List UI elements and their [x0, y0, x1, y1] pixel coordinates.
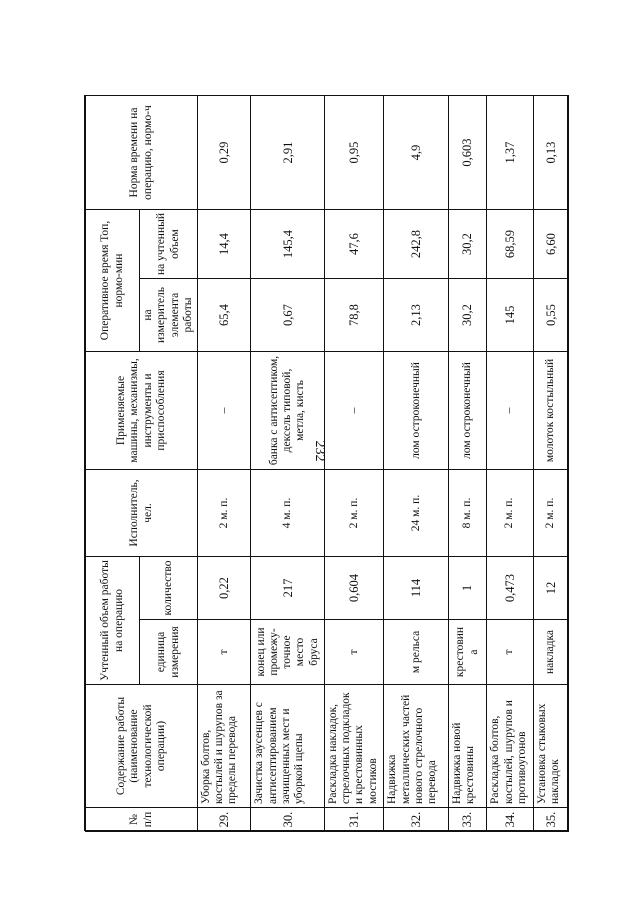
- row-content: Раскладка накладок, стрелочных подкладок и крестовинных мостиков: [325, 685, 384, 808]
- row-norm: 0,95: [325, 96, 384, 210]
- header-optime-group: Оперативное время Топ, нормо-мин: [86, 210, 140, 352]
- row-per-volume: 145,4: [251, 210, 325, 279]
- row-quantity: 0,604: [325, 557, 384, 620]
- row-executor: 4 м. п.: [251, 470, 325, 557]
- row-norm: 0,13: [533, 96, 568, 210]
- header-volume-group: Учтенный объем работы на операцию: [86, 557, 140, 685]
- row-no: 32.: [384, 808, 449, 832]
- row-per-volume: 242,8: [384, 210, 449, 279]
- header-no: № п/п: [86, 808, 198, 832]
- row-executor: 2 м. п.: [325, 470, 384, 557]
- row-norm: 4,9: [384, 96, 449, 210]
- row-executor: 8 м. п.: [449, 470, 487, 557]
- row-machines: –: [487, 352, 533, 470]
- row-norm: 0,603: [449, 96, 487, 210]
- row-content: Зачистка заусенцев с антисептированием зачищенных мест и уборкой щепы: [251, 685, 325, 808]
- page-number: 232: [312, 440, 327, 462]
- header-machines: Применяемые машины, механизмы, инструменты и приспособления: [86, 352, 198, 470]
- header-norm: Норма времени на операцию, нормо-ч: [86, 96, 198, 210]
- row-per-volume: 47,6: [325, 210, 384, 279]
- row-machines: лом остроконечный: [449, 352, 487, 470]
- row-per-unit: 145: [487, 279, 533, 352]
- row-unit: т: [325, 620, 384, 685]
- row-machines: лом остроконечный: [384, 352, 449, 470]
- row-per-unit: 0,67: [251, 279, 325, 352]
- row-content: Раскладка болтов, костылей, шурупов и противоугонов: [487, 685, 533, 808]
- row-norm: 2,91: [251, 96, 325, 210]
- norms-table: [85, 95, 569, 832]
- table-row: [449, 96, 487, 832]
- row-norm: 0,29: [198, 96, 251, 210]
- header-unit: единица измерения: [140, 620, 198, 685]
- header-executor: Исполнитель, чел.: [86, 470, 198, 557]
- row-machines: –: [198, 352, 251, 470]
- row-executor: 2 м. п.: [198, 470, 251, 557]
- table-row: [487, 96, 533, 832]
- row-no: 30.: [251, 808, 325, 832]
- row-per-volume: 68,59: [487, 210, 533, 279]
- row-unit: т: [198, 620, 251, 685]
- row-per-unit: 65,4: [198, 279, 251, 352]
- row-no: 34.: [487, 808, 533, 832]
- row-per-unit: 0,55: [533, 279, 568, 352]
- row-executor: 24 м. п.: [384, 470, 449, 557]
- row-norm: 1,37: [487, 96, 533, 210]
- table-row: [384, 96, 449, 832]
- row-per-unit: 30,2: [449, 279, 487, 352]
- row-content: Надвижка новой крестовины: [449, 685, 487, 808]
- row-unit: накладка: [533, 620, 568, 685]
- row-content: Надвижка металлических частей нового стрелочного перевода: [384, 685, 449, 808]
- row-per-volume: 6,60: [533, 210, 568, 279]
- header-quantity: количество: [140, 557, 198, 620]
- norms-table-frame: [84, 95, 568, 831]
- row-per-volume: 30,2: [449, 210, 487, 279]
- row-quantity: 114: [384, 557, 449, 620]
- row-quantity: 217: [251, 557, 325, 620]
- row-content: Уборка болтов, костылей и шурупов за пределы перевода: [198, 685, 251, 808]
- row-unit: крестовин а: [449, 620, 487, 685]
- row-no: 31.: [325, 808, 384, 832]
- header-content: Содержание работы (наименование технологической операции): [86, 685, 198, 808]
- row-machines: –: [325, 352, 384, 470]
- row-content: Установка стыковых накладок: [533, 685, 568, 808]
- row-per-unit: 78,8: [325, 279, 384, 352]
- row-no: 35.: [533, 808, 568, 832]
- row-quantity: 0,473: [487, 557, 533, 620]
- row-per-unit: 2,13: [384, 279, 449, 352]
- row-executor: 2 м. п.: [487, 470, 533, 557]
- row-executor: 2 м. п.: [533, 470, 568, 557]
- table-row: [251, 96, 325, 832]
- row-machines: банка с антисептиком, дексель типовой, метла, кисть: [251, 352, 325, 470]
- table-row: [533, 96, 568, 832]
- row-unit: конец или промежу-точное место бруса: [251, 620, 325, 685]
- row-unit: м рельса: [384, 620, 449, 685]
- row-no: 29.: [198, 808, 251, 832]
- row-unit: т: [487, 620, 533, 685]
- header-per-unit: на измеритель элемента работы: [140, 279, 198, 352]
- row-quantity: 0,22: [198, 557, 251, 620]
- row-quantity: 1: [449, 557, 487, 620]
- row-machines: молоток костыльный: [533, 352, 568, 470]
- row-per-volume: 14,4: [198, 210, 251, 279]
- header-per-volume: на учтенный объем: [140, 210, 198, 279]
- table-row: [198, 96, 251, 832]
- table-row: [325, 96, 384, 832]
- row-no: 33.: [449, 808, 487, 832]
- row-quantity: 12: [533, 557, 568, 620]
